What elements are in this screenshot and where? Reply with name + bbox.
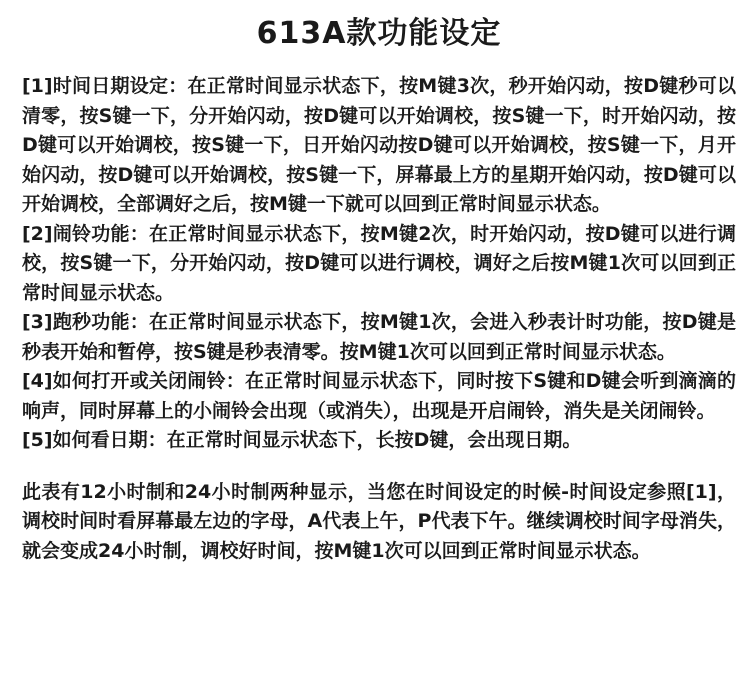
page-title: 613A款功能设定 bbox=[256, 16, 502, 51]
section-alarm-toggle: [4]如何打开或关闭闹铃：在正常时间显示状态下，同时按下S键和D键会听到滴滴的响声，同时屏幕上的小闹铃会出现（或消失），出现是开启闹铃，消失是关闭闹铃。 bbox=[22, 370, 736, 422]
section-stopwatch-function: [3]跑秒功能：在正常时间显示状态下，按M键1次，会进入秒表计时功能，按D键是秒表开始和暂停，按S键是秒表清零。按M键1次可以回到正常时间显示状态。 bbox=[22, 311, 736, 363]
section-view-date: [5]如何看日期：在正常时间显示状态下，长按D键，会出现日期。 bbox=[22, 429, 582, 451]
time-format-note: 此表有12小时制和24小时制两种显示，当您在时间设定的时候-时间设定参照[1]，调校时间时看屏幕最左边的字母，A代表上午，P代表下午。继续调校时间字母消失，就会变成24小时制，调校好时间，按M键1次可以回到正常时间显示状态。 bbox=[22, 480, 736, 562]
section-time-date-setting: [1]时间日期设定：在正常时间显示状态下，按M键3次，秒开始闪动，按D键秒可以清零，按S键一下，分开始闪动，按D键可以开始调校，按S键一下，时开始闪动，按D键可以开始调校，按S键一下，日开始闪动按D键可以开始调校，按S键一下，月开始闪动，按D键可以开始调校，按S键一下，屏幕最上方的星期开始闪动，按D键可以开始调校，全部调好之后，按M键一下就可以回到正常时间显示状态。 bbox=[22, 75, 736, 215]
section-alarm-function: [2]闹铃功能：在正常时间显示状态下，按M键2次，时开始闪动，按D键可以进行调校，按S键一下，分开始闪动，按D键可以进行调校，调好之后按M键1次可以回到正常时间显示状态。 bbox=[22, 222, 736, 304]
